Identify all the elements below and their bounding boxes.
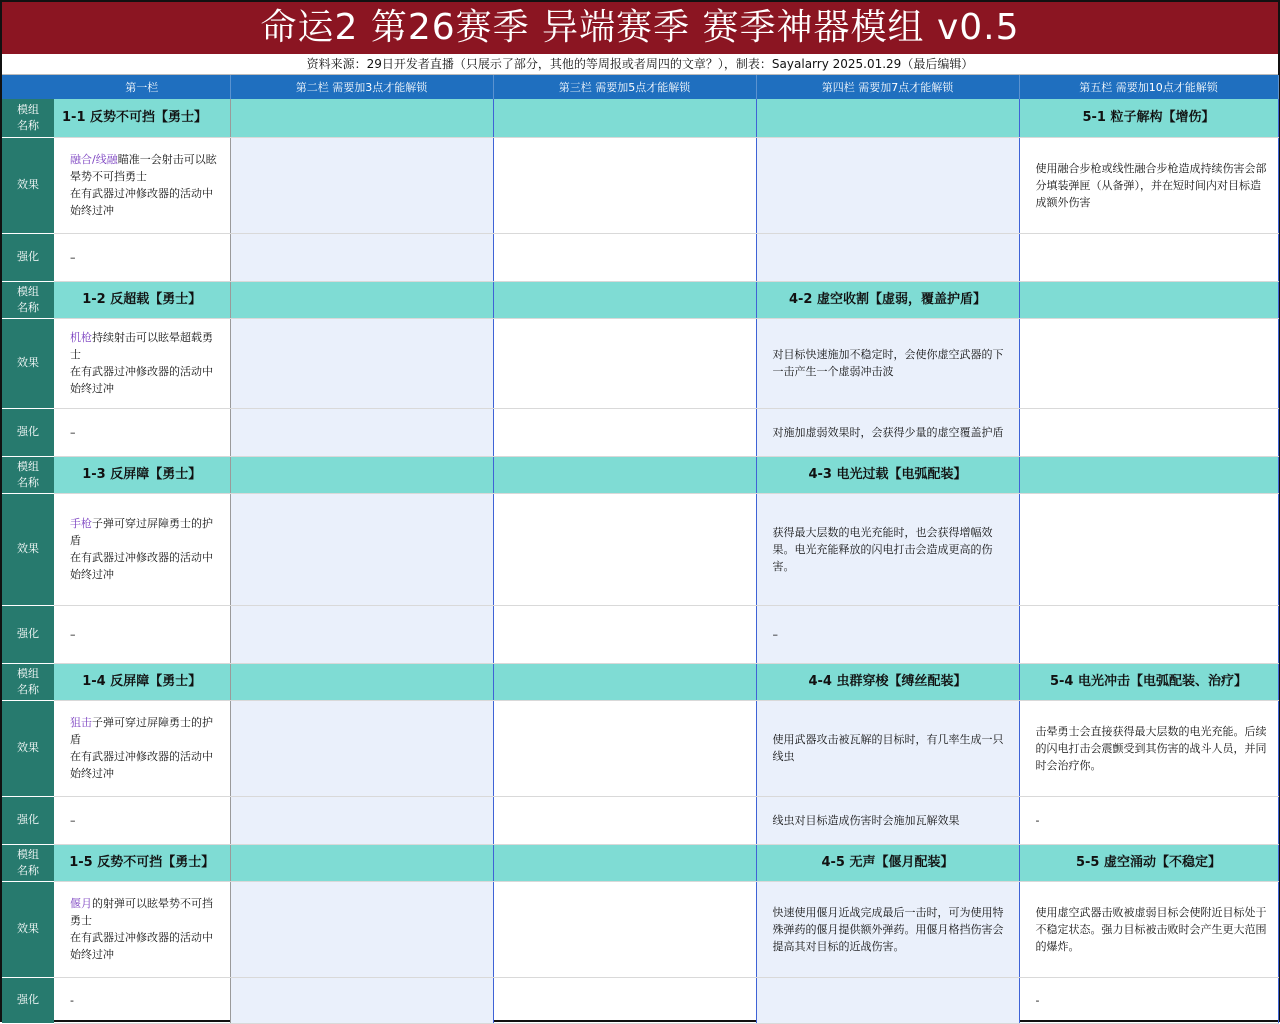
- enhance-text: 线虫对目标造成伤害时会施加瓦解效果: [772, 813, 960, 827]
- mod-name-col-1: [54, 281, 230, 318]
- mod-name-col-3: [493, 99, 756, 137]
- mod-effect-col-4: [756, 700, 1019, 796]
- header-col-5: 第五栏 需要加10点才能解锁: [1019, 75, 1278, 99]
- effect-text: 获得最大层数的电光充能时，也会获得增幅效果。电光充能释放的闪电打击会造成更高的伤害。: [772, 525, 993, 573]
- mod-name: 4-3 电光过载【电弧配装】: [808, 467, 967, 482]
- row-label-text: 强化: [17, 250, 39, 263]
- row-label: [2, 493, 54, 605]
- mod-name-col-1: [54, 663, 230, 700]
- row-label: [2, 99, 54, 137]
- mod-effect-col-3: [493, 493, 756, 605]
- row-label-text: 模组: [17, 284, 39, 298]
- mod-name-row: [2, 281, 1278, 318]
- mod-name-col-2: [230, 281, 493, 318]
- enhance-text: -: [1035, 993, 1040, 1007]
- mod-name-col-5: [1019, 281, 1278, 318]
- mod-enhance-col-2: [230, 605, 493, 663]
- row-label: [2, 318, 54, 408]
- weapon-type: 融合/线融: [70, 153, 118, 166]
- effect-text: 瞄准一会射击可以眩晕势不可挡勇士: [70, 153, 217, 183]
- mod-name-col-2: [230, 663, 493, 700]
- row-label-text: 模组: [17, 666, 39, 680]
- mod-name: 5-4 电光冲击【电弧配装、治疗】: [1049, 674, 1247, 689]
- mod-name-col-5: [1019, 456, 1278, 493]
- header-row: [2, 75, 1278, 99]
- effect-text: 快速使用偃月近战完成最后一击时，可为使用特殊弹药的偃月提供额外弹药。用偃月格挡伤害会提高其对目标的近战伤害。: [772, 905, 1004, 953]
- mod-name: 5-1 粒子解构【增伤】: [1082, 110, 1215, 126]
- enhance-text: –: [70, 813, 76, 827]
- mod-name-col-3: [493, 281, 756, 318]
- mod-groups: [2, 99, 1278, 1023]
- mod-enhance-col-5: [1019, 233, 1278, 281]
- mod-effect-col-5: [1019, 700, 1278, 796]
- mod-enhance-col-1: [54, 233, 230, 281]
- mod-effect-col-4: [756, 137, 1019, 233]
- mod-enhance-row: [2, 605, 1278, 663]
- mod-name: 4-4 虫群穿梭【缚丝配装】: [808, 674, 967, 689]
- row-label: [2, 408, 54, 456]
- enhance-text: –: [70, 627, 76, 641]
- mod-effect-col-2: [230, 700, 493, 796]
- effect-text: 使用融合步枪或线性融合步枪造成持续伤害会部分填装弹匣（从备弹），并在短时间内对目标造成额外伤害: [1035, 161, 1267, 209]
- header-col-4: 第四栏 需要加7点才能解锁: [756, 75, 1019, 99]
- mod-enhance-col-3: [493, 796, 756, 844]
- mod-table: [2, 75, 1279, 1024]
- mod-effect-col-5: [1019, 318, 1278, 408]
- effect-text: 子弹可穿过屏障勇士的护盾: [70, 517, 213, 547]
- mod-name-col-4: [756, 844, 1019, 881]
- mod-effect-col-3: [493, 318, 756, 408]
- row-label-text: 模组: [17, 847, 39, 861]
- row-label-text: 强化: [17, 627, 39, 640]
- mod-enhance-col-1: [54, 605, 230, 663]
- row-label: [2, 977, 54, 1023]
- row-label-text: 强化: [17, 425, 39, 438]
- mod-enhance-col-3: [493, 977, 756, 1023]
- mod-name-col-2: [230, 844, 493, 881]
- mod-enhance-col-2: [230, 408, 493, 456]
- mod-effect-col-1: [54, 700, 230, 796]
- mod-enhance-col-5: [1019, 605, 1278, 663]
- mod-enhance-row: [2, 233, 1278, 281]
- effect-text: 子弹可穿过屏障勇士的护盾: [70, 716, 213, 746]
- mod-enhance-col-3: [493, 605, 756, 663]
- mod-name-row: [2, 844, 1278, 881]
- row-label-text: 效果: [17, 922, 39, 935]
- effect-text: 在有武器过冲修改器的活动中始终过冲: [70, 187, 213, 217]
- row-label: [2, 281, 54, 318]
- mod-effect-col-2: [230, 881, 493, 977]
- mod-name-row: [2, 99, 1278, 137]
- effect-text: 在有武器过冲修改器的活动中始终过冲: [70, 551, 213, 581]
- mod-name-row: [2, 456, 1278, 493]
- mod-enhance-col-5: [1019, 977, 1278, 1023]
- effect-text: 击晕勇士会直接获得最大层数的电光充能。后续的闪电打击会震颤受到其伤害的战斗人员，并同时会治疗你。: [1035, 724, 1267, 772]
- mod-effect-col-3: [493, 137, 756, 233]
- mod-enhance-col-1: [54, 408, 230, 456]
- mod-enhance-col-4: [756, 233, 1019, 281]
- mod-effect-row: [2, 137, 1278, 233]
- mod-name: 4-5 无声【偃月配装】: [821, 855, 954, 870]
- mod-effect-col-3: [493, 881, 756, 977]
- mod-effect-col-5: [1019, 137, 1278, 233]
- weapon-type: 偃月: [70, 897, 92, 910]
- row-label-text: 模组: [17, 459, 39, 473]
- mod-name: 1-4 反屏障【勇士】: [82, 674, 202, 689]
- mod-effect-col-1: [54, 137, 230, 233]
- mod-enhance-col-4: [756, 977, 1019, 1023]
- enhance-text: –: [70, 425, 76, 439]
- row-label-text: 效果: [17, 542, 39, 555]
- row-label-text: 效果: [17, 356, 39, 369]
- mod-enhance-row: [2, 408, 1278, 456]
- row-label-text: 模组: [17, 102, 39, 116]
- mod-name-col-5: [1019, 663, 1278, 700]
- mod-effect-col-4: [756, 318, 1019, 408]
- mod-name-col-3: [493, 456, 756, 493]
- sheet-title: 命运2 第26赛季 异端赛季 赛季神器模组 v0.5: [2, 2, 1278, 54]
- row-label-text: 强化: [17, 813, 39, 826]
- mod-enhance-col-4: [756, 408, 1019, 456]
- row-label-text: 效果: [17, 741, 39, 754]
- enhance-text: 对施加虚弱效果时，会获得少量的虚空覆盖护盾: [772, 425, 1004, 439]
- mod-effect-col-1: [54, 881, 230, 977]
- mod-name-col-1: [54, 99, 230, 137]
- mod-enhance-col-3: [493, 408, 756, 456]
- mod-name-col-4: [756, 99, 1019, 137]
- mod-name-col-2: [230, 99, 493, 137]
- effect-text: 持续射击可以眩晕超载勇士: [70, 331, 213, 361]
- mod-enhance-col-3: [493, 233, 756, 281]
- row-label: [2, 700, 54, 796]
- mod-enhance-row: [2, 796, 1278, 844]
- row-label: [2, 137, 54, 233]
- effect-text: 的射弹可以眩晕势不可挡勇士: [70, 897, 213, 927]
- source-note: 资料来源：29日开发者直播（只展示了部分，其他的等周报或者周四的文章？），制表：Sayalarry 2025.01.29（最后编辑）: [2, 54, 1278, 75]
- mod-enhance-row: [2, 977, 1278, 1023]
- mod-name: 1-1 反势不可挡【勇士】: [62, 110, 208, 126]
- header-col-2: 第二栏 需要加3点才能解锁: [230, 75, 493, 99]
- mod-name: 1-5 反势不可挡【勇士】: [69, 855, 215, 870]
- mod-effect-col-4: [756, 493, 1019, 605]
- row-label-text: 效果: [17, 178, 39, 191]
- mod-name-col-3: [493, 844, 756, 881]
- row-label-text: 名称: [17, 863, 39, 877]
- mod-name-row: [2, 663, 1278, 700]
- mod-effect-col-2: [230, 318, 493, 408]
- mod-effect-col-5: [1019, 493, 1278, 605]
- mod-enhance-col-4: [756, 605, 1019, 663]
- mod-effect-col-5: [1019, 881, 1278, 977]
- row-label-text: 名称: [17, 118, 39, 132]
- mod-effect-row: [2, 700, 1278, 796]
- mod-effect-col-2: [230, 137, 493, 233]
- enhance-text: -: [1035, 813, 1040, 827]
- mod-effect-col-1: [54, 493, 230, 605]
- effect-text: 对目标快速施加不稳定时，会使你虚空武器的下一击产生一个虚弱冲击波: [772, 348, 1004, 378]
- mod-effect-row: [2, 881, 1278, 977]
- mod-effect-row: [2, 318, 1278, 408]
- row-label: [2, 605, 54, 663]
- row-label-text: 名称: [17, 475, 39, 489]
- mod-effect-col-1: [54, 318, 230, 408]
- mod-enhance-col-5: [1019, 796, 1278, 844]
- mod-name-col-1: [54, 456, 230, 493]
- mod-enhance-col-1: [54, 977, 230, 1023]
- mod-enhance-col-2: [230, 977, 493, 1023]
- effect-text: 在有武器过冲修改器的活动中始终过冲: [70, 931, 213, 961]
- mod-enhance-col-2: [230, 233, 493, 281]
- mod-name-col-4: [756, 456, 1019, 493]
- mod-effect-col-2: [230, 493, 493, 605]
- weapon-type: 手枪: [70, 517, 92, 530]
- mod-name: 1-3 反屏障【勇士】: [82, 467, 202, 482]
- mod-enhance-col-2: [230, 796, 493, 844]
- row-label: [2, 663, 54, 700]
- weapon-type: 狙击: [70, 716, 92, 729]
- mod-effect-col-3: [493, 700, 756, 796]
- mod-enhance-col-5: [1019, 408, 1278, 456]
- enhance-text: –: [772, 627, 778, 641]
- row-label: [2, 844, 54, 881]
- mod-name: 5-5 虚空涌动【不稳定】: [1075, 855, 1221, 870]
- effect-text: 使用虚空武器击败被虚弱目标会使附近目标处于不稳定状态。强力目标被击败时会产生更大范围的爆炸。: [1035, 905, 1267, 953]
- mod-name-col-3: [493, 663, 756, 700]
- effect-text: 在有武器过冲修改器的活动中始终过冲: [70, 750, 213, 780]
- mod-name: 4-2 虚空收割【虚弱，覆盖护盾】: [788, 292, 986, 307]
- row-label: [2, 881, 54, 977]
- row-label-text: 名称: [17, 682, 39, 696]
- row-label: [2, 456, 54, 493]
- mod-name-col-1: [54, 844, 230, 881]
- mod-name: 1-2 反超载【勇士】: [82, 292, 202, 307]
- mod-effect-col-4: [756, 881, 1019, 977]
- header-corner: [2, 75, 54, 99]
- mod-name-col-5: [1019, 844, 1278, 881]
- mod-enhance-col-4: [756, 796, 1019, 844]
- header-col-3: 第三栏 需要加5点才能解锁: [493, 75, 756, 99]
- row-label-text: 强化: [17, 993, 39, 1006]
- effect-text: 使用武器攻击被瓦解的目标时，有几率生成一只线虫: [772, 733, 1004, 763]
- row-label-text: 名称: [17, 300, 39, 314]
- mod-name-col-4: [756, 663, 1019, 700]
- mod-name-col-2: [230, 456, 493, 493]
- row-label: [2, 233, 54, 281]
- mod-effect-row: [2, 493, 1278, 605]
- effect-text: 在有武器过冲修改器的活动中始终过冲: [70, 365, 213, 395]
- enhance-text: –: [70, 250, 76, 264]
- mod-name-col-4: [756, 281, 1019, 318]
- row-label: [2, 796, 54, 844]
- weapon-type: 机枪: [70, 331, 92, 344]
- mod-name-col-5: [1019, 99, 1278, 137]
- enhance-text: -: [70, 993, 74, 1007]
- mod-enhance-col-1: [54, 796, 230, 844]
- header-col-1: 第一栏: [54, 75, 230, 99]
